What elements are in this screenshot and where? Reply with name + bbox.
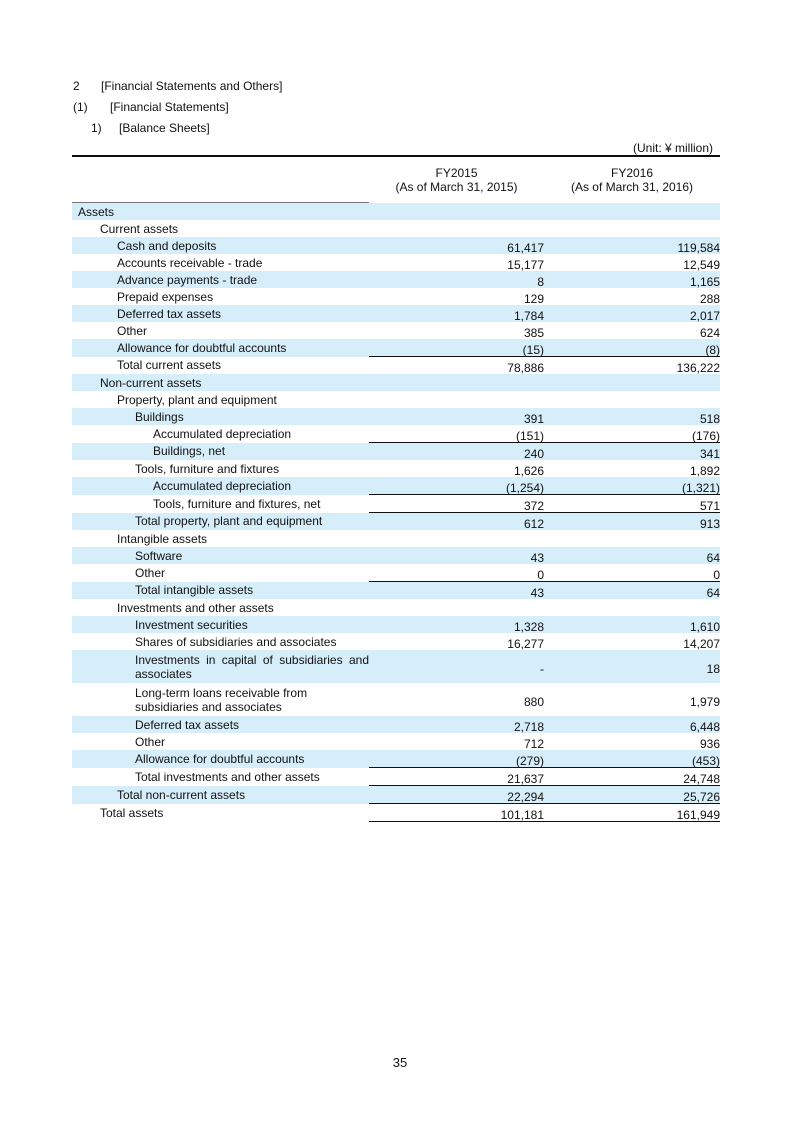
value-fy2016: 14,207 (683, 636, 720, 651)
section-number: 2 (73, 79, 80, 93)
value-fy2016: (1,321) (681, 480, 720, 495)
value-fy2015: 21,637 (507, 771, 544, 786)
value-fy2015: 101,181 (500, 807, 544, 822)
value-fy2015: 8 (537, 274, 544, 289)
value-fy2015: 129 (523, 291, 544, 306)
value-fy2016: (453) (691, 753, 720, 768)
table-row (72, 425, 720, 443)
value-fy2015: 391 (523, 411, 544, 426)
table-row (72, 443, 720, 461)
value-fy2016: 12,549 (683, 257, 720, 272)
row-label: Investments in capital of subsidiaries and associates (135, 652, 369, 681)
row-label: Prepaid expenses (117, 289, 214, 304)
value-fy2016: 288 (699, 291, 720, 306)
table-row (72, 582, 720, 600)
table-row (72, 477, 720, 495)
row-label: Total intangible assets (135, 583, 254, 598)
value-fy2015: (15) (522, 342, 544, 357)
value-fy2015: 880 (523, 694, 544, 709)
value-fy2016: 6,448 (689, 719, 720, 734)
value-fy2016: 341 (699, 446, 720, 461)
table-row (72, 305, 720, 322)
table-row (72, 237, 720, 254)
table-row (72, 288, 720, 305)
row-label: Accounts receivable - trade (117, 255, 263, 270)
table-row (72, 599, 720, 616)
table-row (72, 203, 720, 221)
value-fy2016: 25,726 (683, 789, 720, 804)
table-row (72, 530, 720, 547)
value-fy2015: 78,886 (507, 360, 544, 375)
subsection-heading (73, 100, 229, 114)
value-fy2015: 22,294 (507, 789, 544, 804)
row-label: Accumulated depreciation (153, 478, 292, 493)
row-label: Allowance for doubtful accounts (117, 340, 287, 355)
table-row (72, 804, 720, 822)
value-fy2016: 161,949 (676, 807, 720, 822)
unit-label: (Unit: ¥ million) (632, 141, 713, 155)
row-label: Total non-current assets (117, 787, 246, 802)
fy2015-title: FY2015 (435, 165, 478, 180)
value-fy2016: 1,892 (689, 463, 720, 478)
row-label: Total property, plant and equipment (135, 514, 323, 529)
table-row (72, 391, 720, 408)
column-header-fy2016 (544, 157, 720, 203)
column-header-fy2015 (369, 157, 544, 203)
table-row (72, 271, 720, 288)
row-label: Tools, furniture and fixtures (135, 461, 280, 476)
statement-heading (91, 121, 210, 135)
table-row (72, 322, 720, 339)
row-label: Investments and other assets (117, 600, 274, 615)
value-fy2016: 24,748 (683, 771, 720, 786)
row-label: Allowance for doubtful accounts (135, 751, 305, 766)
value-fy2016: 64 (706, 585, 720, 600)
row-label: Total current assets (117, 358, 222, 373)
table-row (72, 374, 720, 391)
table-row (72, 495, 720, 513)
row-label: Cash and deposits (117, 238, 217, 253)
value-fy2015: 1,626 (513, 463, 544, 478)
row-label: Software (135, 548, 183, 563)
value-fy2015: 15,177 (507, 257, 544, 272)
table-row (72, 460, 720, 477)
value-fy2015: 385 (523, 325, 544, 340)
row-label: Shares of subsidiaries and associates (135, 634, 337, 649)
value-fy2016: 18 (706, 661, 720, 676)
value-fy2015: (1,254) (505, 480, 544, 495)
value-fy2015: 1,328 (513, 619, 544, 634)
value-fy2015: 712 (523, 736, 544, 751)
row-label: Long-term loans receivable from subsidiaries and associates (135, 685, 308, 714)
value-fy2016: 518 (699, 411, 720, 426)
row-label: Investment securities (135, 617, 248, 632)
value-fy2015: 240 (523, 446, 544, 461)
value-fy2015: (279) (515, 753, 544, 768)
value-fy2015: (151) (515, 428, 544, 443)
table-row (72, 650, 720, 683)
table-row (72, 616, 720, 633)
row-label: Buildings, net (153, 444, 226, 459)
row-label: Other (135, 734, 166, 749)
balance-sheet-table (72, 157, 720, 822)
row-label: Other (135, 565, 166, 580)
table-row (72, 564, 720, 582)
value-fy2016: 1,610 (689, 619, 720, 634)
table-row (72, 254, 720, 271)
row-label: Tools, furniture and fixtures, net (153, 496, 321, 511)
table-row (72, 786, 720, 804)
table-row (72, 733, 720, 750)
value-fy2016: 119,584 (677, 240, 720, 255)
value-fy2016: 136,222 (676, 360, 720, 375)
row-label: Other (117, 323, 148, 338)
statement-title: [Balance Sheets] (119, 121, 210, 135)
value-fy2016: 64 (706, 550, 720, 565)
table-row (72, 513, 720, 531)
value-fy2016: 1,165 (689, 274, 720, 289)
table-row (72, 716, 720, 733)
table-row (72, 547, 720, 564)
row-label: Total investments and other assets (135, 769, 320, 784)
column-header-row (72, 157, 720, 203)
value-fy2016: 624 (699, 325, 720, 340)
value-fy2016: (176) (691, 428, 720, 443)
row-label: Current assets (100, 221, 179, 236)
value-fy2015: 61,417 (507, 240, 544, 255)
value-fy2016: (8) (705, 342, 720, 357)
value-fy2016: 0 (713, 567, 720, 582)
row-label: Advance payments - trade (117, 272, 258, 287)
value-fy2015: - (540, 661, 544, 676)
row-label: Accumulated depreciation (153, 426, 292, 441)
value-fy2015: 1,784 (513, 308, 544, 323)
subsection-title: [Financial Statements] (110, 100, 229, 114)
table-row (72, 633, 720, 650)
value-fy2016: 913 (699, 516, 720, 531)
table-row (72, 683, 720, 716)
section-heading (73, 79, 282, 93)
value-fy2015: 612 (523, 516, 544, 531)
table-row (72, 339, 720, 357)
value-fy2015: 43 (530, 585, 544, 600)
value-fy2016: 936 (699, 736, 720, 751)
fy2016-date: (As of March 31, 2016) (570, 179, 694, 194)
row-label: Property, plant and equipment (117, 392, 277, 407)
value-fy2015: 0 (537, 567, 544, 582)
table-row (72, 408, 720, 425)
fy2016-title: FY2016 (610, 165, 654, 180)
value-fy2015: 2,718 (513, 719, 544, 734)
row-label: Buildings (135, 409, 184, 424)
fy2015-date: (As of March 31, 2015) (395, 179, 518, 194)
row-label: Non-current assets (100, 375, 202, 390)
value-fy2015: 16,277 (507, 636, 544, 651)
table-row (72, 357, 720, 375)
row-label: Assets (78, 204, 115, 219)
value-fy2015: 372 (523, 498, 544, 513)
statement-number: 1) (91, 121, 102, 135)
row-label: Intangible assets (117, 531, 208, 546)
row-label: Deferred tax assets (135, 717, 240, 732)
table-row (72, 220, 720, 237)
value-fy2016: 571 (699, 498, 720, 513)
header-blank (72, 157, 369, 203)
section-title: [Financial Statements and Others] (101, 79, 283, 93)
value-fy2016: 1,979 (689, 694, 720, 709)
row-label: Total assets (100, 805, 164, 820)
table-row (72, 768, 720, 786)
value-fy2015: 43 (530, 550, 544, 565)
page-number: 35 (392, 1055, 408, 1070)
value-fy2016: 2,017 (689, 308, 720, 323)
table-row (72, 750, 720, 768)
subsection-number: (1) (73, 100, 88, 114)
row-label: Deferred tax assets (117, 306, 222, 321)
